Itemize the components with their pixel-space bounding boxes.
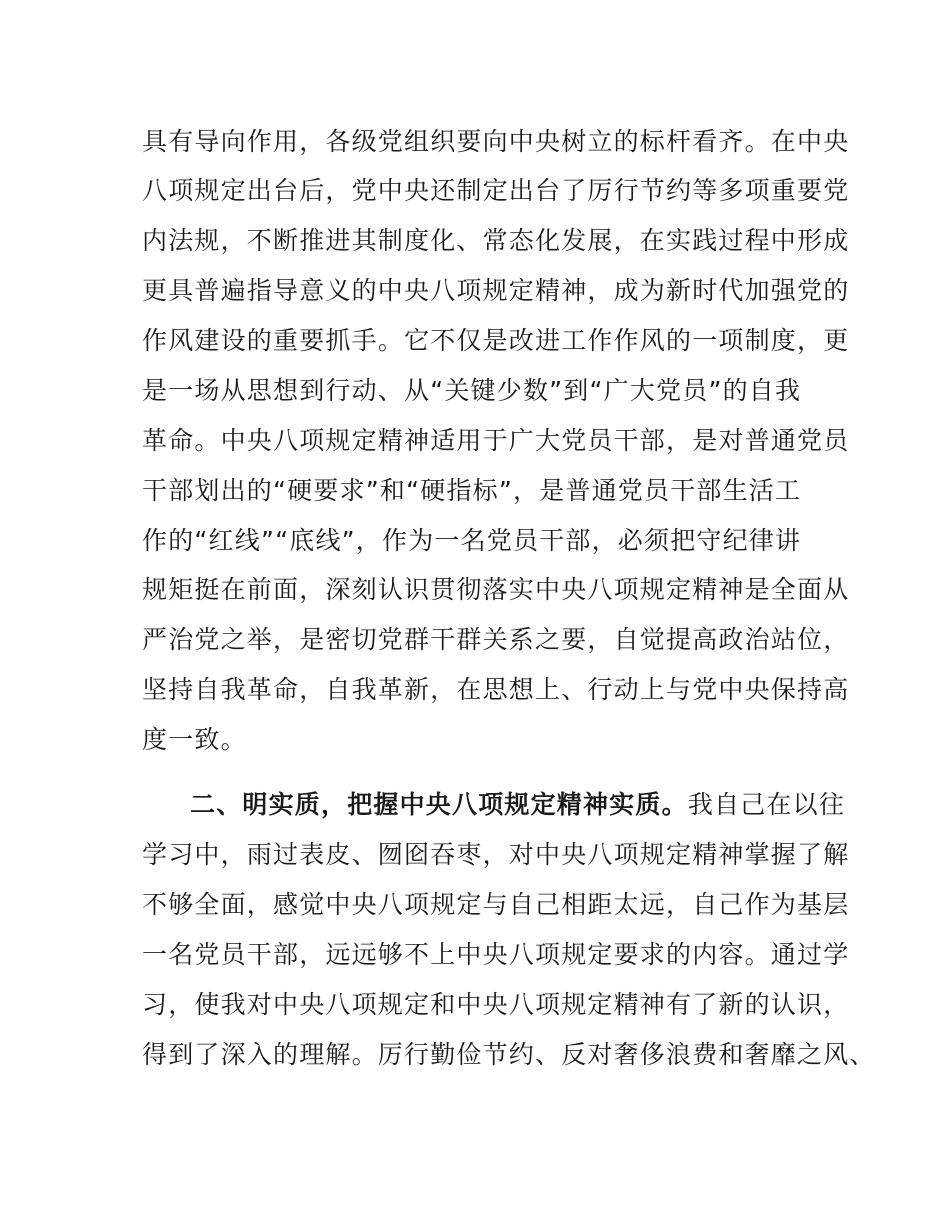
paragraph-2-line-6: 得到了深入的理解。厉行勤俭节约、反对奢侈浪费和奢靡之风、 <box>142 1040 876 1069</box>
paragraph-1-line-6: 是一场从思想到行动、从“关键少数”到“广大党员”的自我 <box>142 376 802 405</box>
paragraph-2-line-2: 学习中，雨过表皮、囫囵吞枣，对中央八项规定精神掌握了解 <box>142 840 850 869</box>
paragraph-1-line-11: 严治党之举，是密切党群干群关系之要，自觉提高政治站位， <box>142 625 850 654</box>
paragraph-1-line-5: 作风建设的重要抓手。它不仅是改进工作作风的一项制度，更 <box>142 326 850 355</box>
paragraph-1-line-7: 革命。中央八项规定精神适用于广大党员干部，是对普通党员 <box>142 426 850 455</box>
paragraph-2-first-line-rest: 我自己在以往 <box>687 790 846 819</box>
paragraph-1-line-4: 更具普遍指导意义的中央八项规定精神，成为新时代加强党的 <box>142 276 850 305</box>
paragraph-2-line-3: 不够全面，感觉中央八项规定与自己相距太远，自己作为基层 <box>142 890 850 919</box>
paragraph-2-first-line <box>190 790 890 820</box>
paragraph-1-line-12: 坚持自我革命，自我革新，在思想上、行动上与党中央保持高 <box>142 675 850 704</box>
section-heading: 二、明实质，把握中央八项规定精神实质。 <box>190 790 688 819</box>
paragraph-1-line-13: 度一致。 <box>142 725 247 754</box>
paragraph-1-line-8: 干部划出的“硬要求”和“硬指标”，是普通党员干部生活工 <box>142 476 802 505</box>
paragraph-1-line-1: 具有导向作用，各级党组织要向中央树立的标杆看齐。在中央 <box>142 127 850 156</box>
paragraph-1-line-10: 规矩挺在前面，深刻认识贯彻落实中央八项规定精神是全面从 <box>142 575 850 604</box>
paragraph-2-line-4: 一名党员干部，远远够不上中央八项规定要求的内容。通过学 <box>142 940 850 969</box>
paragraph-1-line-3: 内法规，不断推进其制度化、常态化发展，在实践过程中形成 <box>142 226 850 255</box>
paragraph-1-line-9: 作的“红线”“底线”，作为一名党员干部，必须把守纪律讲 <box>142 526 802 555</box>
paragraph-1-line-2: 八项规定出台后，党中央还制定出台了厉行节约等多项重要党 <box>142 176 850 205</box>
paragraph-2-line-5: 习，使我对中央八项规定和中央八项规定精神有了新的认识， <box>142 990 850 1019</box>
